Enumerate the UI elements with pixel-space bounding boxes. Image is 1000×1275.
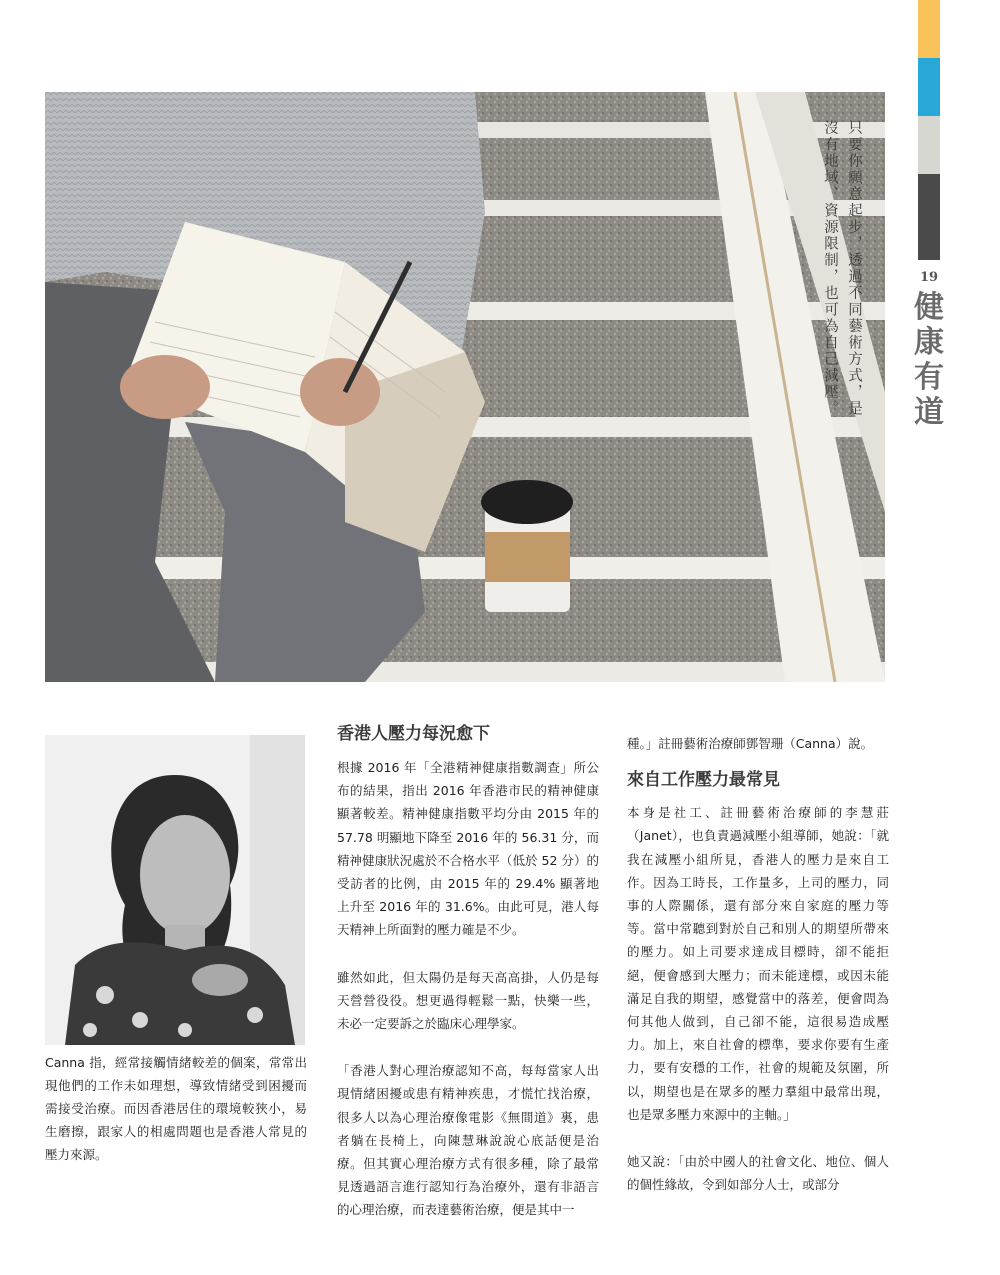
- section-title: [913, 290, 945, 430]
- article-column-right: [627, 732, 889, 1196]
- hero-photo: [45, 92, 885, 682]
- section-title-char: 健: [914, 290, 944, 325]
- article-paragraph: 本身是社工、註冊藝術治療師的李慧莊（Janet），也負責過減壓小組導師，她說：「就我在減壓小組所見，香港人的壓力是來自工作。因為工時長，工作量多，上司的壓力，同事的人際關係，還有部分來自家庭的壓力等等。當中常聽到對於自己和別人的期望所帶來的壓力。如上司要求達成目標時，卻不能拒絕，便會感到大壓力；而未能達標，或因未能滿足自我的期望，感覺當中的落差，便會問為何其他人做到，自己卻不能，這很易造成壓力。加上，來自社會的標準，要求你要有生產力，要有安穩的工作，社會的規範及氛圍，所以，期望也是在眾多的壓力羣組中最常出現，也是眾多壓力來源中的主軸。」: [627, 805, 889, 1122]
- article-paragraph: 「香港人對心理治療認知不高，每每當家人出現情緒困擾或患有精神疾患，才慌忙找治療，很多人以為心理治療像電影《無間道》裏，患者躺在長椅上，向陳慧琳說說心底話便是治療。但其實心理治療方式有很多種，除了最常見透過語言進行認知行為治療外，還有非語言的心理治療，而表達藝術治療，便是其中一: [337, 1063, 599, 1218]
- page-number: 19: [919, 270, 939, 285]
- accent-tab-blue: [918, 58, 940, 116]
- section-title-char: 道: [914, 395, 944, 430]
- portrait-caption: Canna 指，經常接觸情緒較差的個案，常常出現他們的工作未如理想，導致情緒受到困擾而需接受治療。而因香港居住的環境較狹小，易生磨擦，跟家人的相處問題也是香港人常見的壓力來源。: [45, 1055, 307, 1162]
- pull-quote: [818, 120, 868, 420]
- article-heading-1: 香港人壓力每況愈下: [337, 724, 490, 744]
- portrait-photo: [45, 735, 305, 1045]
- accent-tab-grey: [918, 116, 940, 174]
- accent-tab-yellow: [918, 0, 940, 58]
- section-title-char: 康: [914, 325, 944, 360]
- accent-tab-dark: [918, 174, 940, 260]
- section-title-char: 有: [914, 360, 944, 395]
- pull-quote-text: 只要你願意起步，透過不同藝術方式，是沒有地域、資源限制，也可為自己減壓。: [822, 120, 862, 417]
- article-paragraph: 根據 2016 年「全港精神健康指數調查」所公布的結果，指出 2016 年香港市民的精神健康顯著較差。精神健康指數平均分由 2015 年的 57.78 明顯地下降至 2016 年的 56.31 分，而精神健康狀況處於不合格水平（低於 52 分）的受訪者的比例，由 2015 年的 29.4% 顯著地上升至 2016 年的 31.6%。由此可見，港人每天精神上所面對的壓力確是不少。: [337, 760, 599, 938]
- article-paragraph: 種。」註冊藝術治療師鄧智珊（Canna）說。: [627, 736, 874, 751]
- article-column-middle: [337, 756, 599, 1222]
- article-heading-2: 來自工作壓力最常見: [627, 770, 780, 791]
- article-paragraph: 雖然如此，但太陽仍是每天高高掛，人仍是每天營營役役。想更過得輕鬆一點，快樂一些，未必一定要訴之於臨床心理學家。: [337, 969, 599, 1032]
- article-paragraph: 她又說：「由於中國人的社會文化、地位、個人的個性緣故，令到如部分人士，或部分: [627, 1154, 889, 1193]
